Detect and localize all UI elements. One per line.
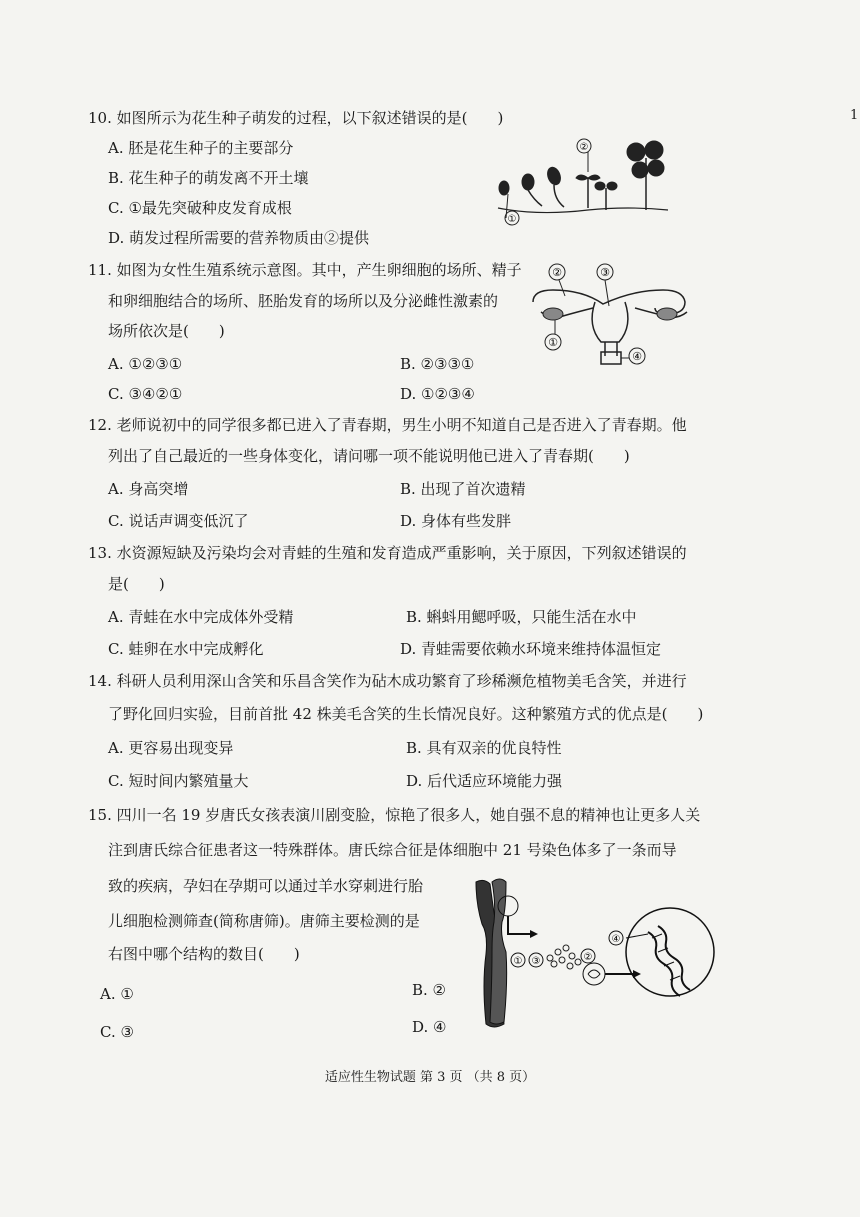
question-15-stem-line-2: 注到唐氏综合征患者这一特殊群体。唐氏综合征是体细胞中 21 号染色体多了一条而导 bbox=[108, 841, 677, 859]
question-11-option-d: D. ①②③④ bbox=[400, 385, 475, 403]
question-14-option-b: B. 具有双亲的优良特性 bbox=[406, 739, 562, 757]
question-15-option-c: C. ③ bbox=[100, 1023, 134, 1041]
question-13-option-a: A. 青蛙在水中完成体外受精 bbox=[108, 608, 294, 626]
question-11-stem-line-1: 11. 如图为女性生殖系统示意图。其中，产生卵细胞的场所、精子 bbox=[88, 261, 522, 279]
question-12-option-c: C. 说话声调变低沉了 bbox=[108, 512, 249, 530]
question-12-option-d: D. 身体有些发胖 bbox=[400, 512, 512, 530]
chromosome-figure-label-2: ② bbox=[583, 952, 593, 963]
question-14-option-d: D. 后代适应环境能力强 bbox=[406, 772, 563, 790]
question-10-option-b: B. 花生种子的萌发离不开土壤 bbox=[108, 169, 309, 187]
chromosome-figure-label-1: ① bbox=[513, 956, 523, 967]
seed-figure-label-1: ① bbox=[507, 214, 517, 225]
chromosome-figure-label-3: ③ bbox=[531, 956, 541, 967]
question-14-option-c: C. 短时间内繁殖量大 bbox=[108, 772, 249, 790]
question-14-stem-line-1: 14. 科研人员利用深山含笑和乐昌含笑作为砧木成功繁育了珍稀濒危植物美毛含笑，并进行 bbox=[88, 672, 687, 690]
question-13-option-c: C. 蛙卵在水中完成孵化 bbox=[108, 640, 264, 658]
chromosome-dna-figure bbox=[462, 872, 722, 1032]
chromosome-figure-label-4: ④ bbox=[611, 934, 621, 945]
question-13-stem-line-1: 13. 水资源短缺及污染均会对青蛙的生殖和发育造成严重影响，关于原因，下列叙述错误的 bbox=[88, 544, 687, 562]
question-15-option-b: B. ② bbox=[412, 981, 447, 999]
question-12-stem-line-1: 12. 老师说初中的同学很多都已进入了青春期，男生小明不知道自己是否进入了青春期。他 bbox=[88, 416, 687, 434]
question-10-option-c: C. ①最先突破种皮发育成根 bbox=[108, 199, 292, 217]
question-10-option-a: A. 胚是花生种子的主要部分 bbox=[108, 139, 294, 157]
question-12-option-a: A. 身高突增 bbox=[108, 480, 189, 498]
reproductive-figure-label-1: ① bbox=[548, 336, 558, 349]
reproductive-figure-label-2: ② bbox=[552, 266, 562, 279]
reproductive-figure-label-3: ③ bbox=[600, 266, 610, 279]
question-15-stem-line-3: 致的疾病，孕妇在孕期可以通过羊水穿刺进行胎 bbox=[108, 877, 424, 895]
question-12-option-b: B. 出现了首次遗精 bbox=[400, 480, 526, 498]
seed-figure-label-2: ② bbox=[579, 142, 589, 153]
question-11-option-a: A. ①②③① bbox=[108, 355, 183, 373]
question-12-stem-line-2: 列出了自己最近的一些身体变化，请问哪一项不能说明他已进入了青春期( ) bbox=[108, 447, 630, 465]
question-11-stem-line-3: 场所依次是( ) bbox=[108, 322, 225, 340]
question-10-option-d: D. 萌发过程所需要的营养物质由②提供 bbox=[108, 229, 370, 247]
question-15-option-d: D. ④ bbox=[412, 1018, 447, 1036]
question-10-stem: 10. 如图所示为花生种子萌发的过程，以下叙述错误的是( ) bbox=[88, 109, 504, 127]
question-15-stem-line-5: 右图中哪个结构的数目( ) bbox=[108, 945, 300, 963]
reproductive-figure-label-4: ④ bbox=[632, 350, 642, 363]
question-13-stem-line-2: 是( ) bbox=[108, 575, 165, 593]
question-11-option-b: B. ②③③① bbox=[400, 355, 475, 373]
question-11-option-c: C. ③④②① bbox=[108, 385, 183, 403]
page-edge-number: 1 bbox=[850, 108, 859, 123]
question-14-stem-line-2: 了野化回归实验，目前首批 42 株美毛含笑的生长情况良好。这种繁殖方式的优点是( ) bbox=[108, 705, 704, 723]
question-15-option-a: A. ① bbox=[100, 985, 134, 1003]
seed-germination-figure bbox=[488, 130, 688, 230]
question-13-option-d: D. 青蛙需要依赖水环境来维持体温恒定 bbox=[400, 640, 662, 658]
question-11-stem-line-2: 和卵细胞结合的场所、胚胎发育的场所以及分泌雌性激素的 bbox=[108, 292, 499, 310]
female-reproductive-system-figure bbox=[525, 262, 695, 372]
question-14-option-a: A. 更容易出现变异 bbox=[108, 739, 234, 757]
page-footer: 适应性生物试题 第 3 页 （共 8 页） bbox=[324, 1070, 536, 1085]
question-13-option-b: B. 蝌蚪用鳃呼吸，只能生活在水中 bbox=[406, 608, 637, 626]
question-15-stem-line-1: 15. 四川一名 19 岁唐氏女孩表演川剧变脸，惊艳了很多人，她自强不息的精神也让更多人关 bbox=[88, 806, 701, 824]
question-15-stem-line-4: 儿细胞检测筛查(简称唐筛)。唐筛主要检测的是 bbox=[108, 912, 420, 930]
